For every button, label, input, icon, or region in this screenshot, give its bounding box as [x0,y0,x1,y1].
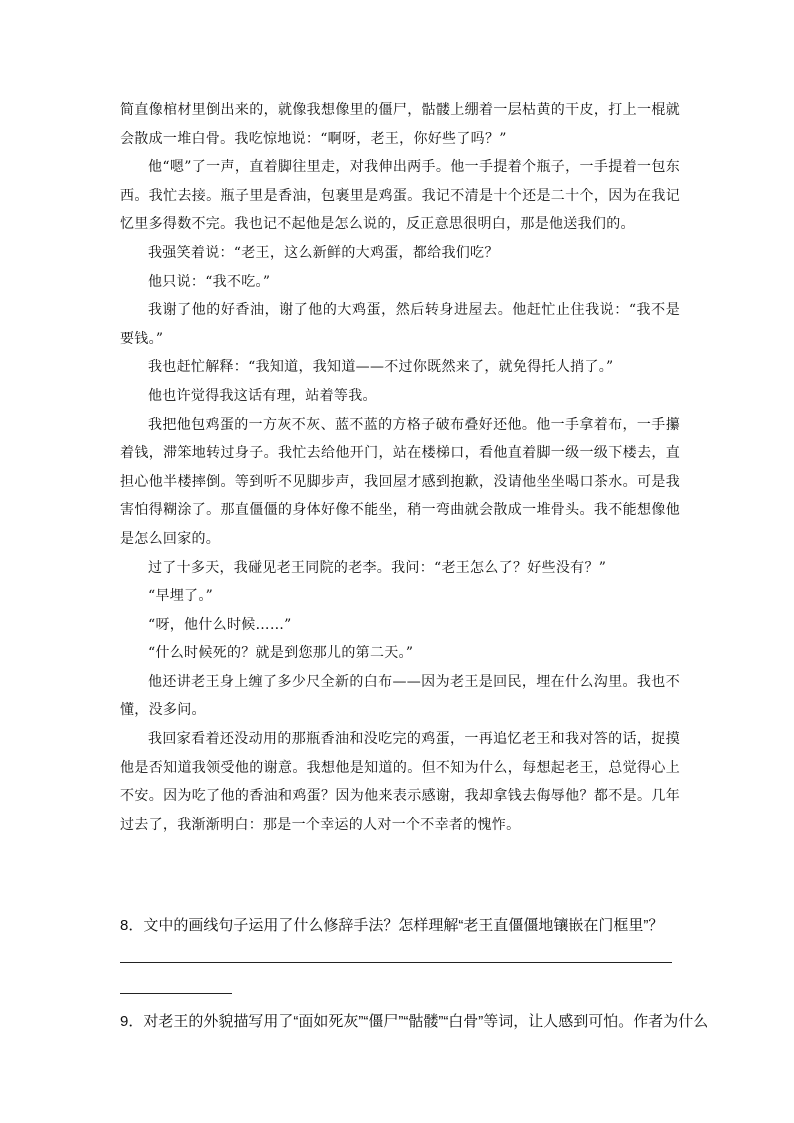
passage-paragraph: “呀，他什么时候……” [148,616,292,633]
passage-paragraph: 过了十多天，我碰见老王同院的老李。我问：“老王怎么了？好些没有？” [148,559,607,576]
passage-paragraph: 他只说：“我不吃。” [148,273,271,290]
question-8: 8．文中的画线句子运用了什么修辞手法？怎样理解“老王直僵僵地镶嵌在门框里”？ [120,917,664,934]
answer-line-short [120,993,232,994]
question-9: 9．对老王的外貌描写用了“面如死灰”“僵尸”“骷髅”“白骨”等词，让人感到可怕。作者为什么 [120,1013,709,1030]
passage-paragraph: 他还讲老王身上缠了多少尺全新的白布——因为老王是回民，埋在什么沟里。我也不懂，没多问。 [120,673,680,719]
passage-paragraph: 我谢了他的好香油，谢了他的大鸡蛋，然后转身进屋去。他赶忙止住我说：“我不是要钱。” [120,302,680,347]
passage-paragraph: 我回家看着还没动用的那瓶香油和没吃完的鸡蛋，一再追忆老王和我对答的话，捉摸他是否知道我领受他的谢意。我想他是知道的。但不知为什么，每想起老王，总觉得心上不安。因为吃了他的香油和鸡蛋？因为他来表示感谢，我却拿钱去侮辱他？都不是。几年过去了，我渐渐明白：那是一个幸运的人对一个不幸者的愧怍。 [120,731,680,833]
passage-paragraph: 他“嗯”了一声，直着脚往里走，对我伸出两手。他一手提着个瓶子，一手提着一包东西。我忙去接。瓶子里是香油，包裹里是鸡蛋。我记不清是十个还是二十个，因为在我记忆里多得数不完。我也记不起他是怎么说的，反正意思很明白，那是他送我们的。 [120,159,680,233]
answer-line [120,962,672,963]
passage-paragraph: 我把他包鸡蛋的一方灰不灰、蓝不蓝的方格子破布叠好还他。他一手拿着布，一手攥着钱，滞笨地转过身子。我忙去给他开门，站在楼梯口，看他直着脚一级一级下楼去，直担心他半楼摔倒。等到听不见脚步声，我回屋才感到抱歉，没请他坐坐喝口茶水。可是我害怕得糊涂了。那直僵僵的身体好像不能坐，稍一弯曲就会散成一堆骨头。我不能想像他是怎么回家的。 [120,416,680,547]
passage-paragraph: 简直像棺材里倒出来的，就像我想像里的僵尸，骷髅上绷着一层枯黄的干皮，打上一棍就会散成一堆白骨。我吃惊地说：“啊呀，老王，你好些了吗？” [120,102,680,147]
passage-paragraph: “早埋了。” [148,588,214,605]
reading-passage [120,96,680,839]
passage-paragraph: 他也许觉得我这话有理，站着等我。 [148,387,377,404]
passage-paragraph: 我也赶忙解释：“我知道，我知道——不过你既然来了，就免得托人捎了。” [148,359,614,376]
passage-paragraph: 我强笑着说：“老王，这么新鲜的大鸡蛋，都给我们吃？ [148,244,499,261]
passage-paragraph: “什么时候死的？就是到您那儿的第二天。” [148,645,414,662]
